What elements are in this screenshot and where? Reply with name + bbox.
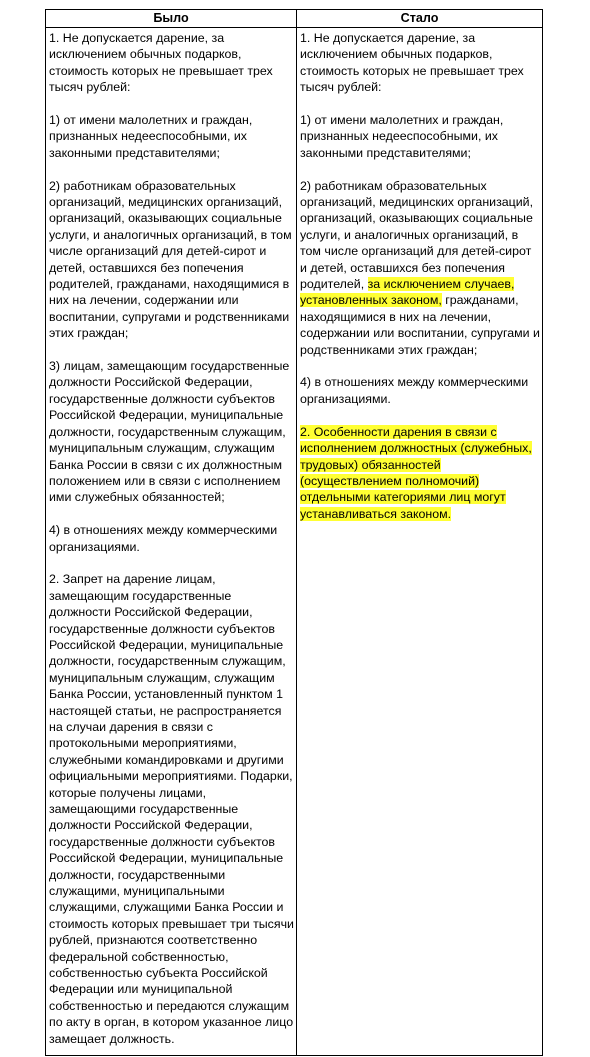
after-paragraph-3 bbox=[300, 178, 540, 358]
before-paragraph-4: 3) лицам, замещающим государственные должности Российской Федерации, государственные должности субъектов Российской Федерации, муниципальные должности, государственным служащим, муниципальным служащим, служащим Банка России в связи с их должностным положением или в связи с исполнением ими служебных обязанностей; bbox=[49, 359, 290, 505]
header-before: Было bbox=[46, 10, 297, 28]
after-cell bbox=[297, 28, 543, 1056]
after-paragraph-5 bbox=[300, 424, 540, 522]
before-paragraph-5: 4) в отношениях между коммерческими организациями. bbox=[49, 523, 278, 554]
header-after: Стало bbox=[297, 10, 543, 28]
table-header-row bbox=[46, 10, 543, 28]
highlighted-insertion: за исключением случаев, установленных законом, bbox=[300, 277, 515, 308]
after-paragraph-3-start: 2) работникам образовательных организаций, медицинских организаций, организаций, оказывающих социальные услуги, и аналогичных организаций, в том числе организаций для детей-сирот и детей, оставшихся без попечения родителей, bbox=[300, 178, 534, 292]
after-paragraph-4: 4) в отношениях между коммерческими организациями. bbox=[300, 375, 529, 406]
before-paragraph-6: 2. Запрет на дарение лицам, замещающим государственные должности Российской Федерации, государственные должности субъектов Российской Федерации, муниципальные должности, государственным служащим, муниципальным служащим, служащим Банка России, установленный пунктом 1 настоящей статьи, не распространяется на случаи дарения в связи с протокольными мероприятиями, служебными командировками и другими официальными мероприятиями. Подарки, которые получены лицами, замещающими государственные должности Российской Федерации, государственные должности субъектов Российской Федерации, муниципальные должности, государственными служащими, муниципальными служащими, служащими Банка России и стоимость которых превышает три тысячи рублей, признаются соответственно федеральной собственностью, собственностью субъекта Российской Федерации или муниципальной собственностью и передаются служащим по акту в орган, в котором указанное лицо замещает должность. bbox=[49, 572, 294, 1046]
after-paragraph-1: 1. Не допускается дарение, за исключением обычных подарков, стоимость которых не превышает трех тысяч рублей: bbox=[300, 31, 524, 95]
before-paragraph-2: 1) от имени малолетних и граждан, признанных недееспособными, их законными представителями; bbox=[49, 113, 253, 160]
after-paragraph-3-end: гражданами, находящимися в них на лечении, содержании или воспитании, супругами и родственниками этих граждан; bbox=[300, 293, 540, 357]
comparison-table bbox=[45, 9, 543, 1056]
table-row bbox=[46, 28, 543, 1056]
after-paragraph-2: 1) от имени малолетних и граждан, признанных недееспособными, их законными представителями; bbox=[300, 113, 504, 160]
highlighted-new-clause: 2. Особенности дарения в связи с исполнением должностных (служебных, трудовых) обязанностей (осуществлением полномочий) отдельными категориями лиц могут устанавливаться законом. bbox=[300, 424, 532, 521]
before-paragraph-3: 2) работникам образовательных организаций, медицинских организаций, организаций, оказывающих социальные услуги, и аналогичных организаций, в том числе организаций для детей-сирот и детей, оставшихся без попечения родителей, гражданами, находящимися в них на лечении, содержании или воспитании, супругами и родственниками этих граждан; bbox=[49, 178, 292, 341]
before-paragraph-1: 1. Не допускается дарение, за исключением обычных подарков, стоимость которых не превышает трех тысяч рублей: bbox=[49, 31, 273, 95]
before-cell bbox=[46, 28, 297, 1056]
